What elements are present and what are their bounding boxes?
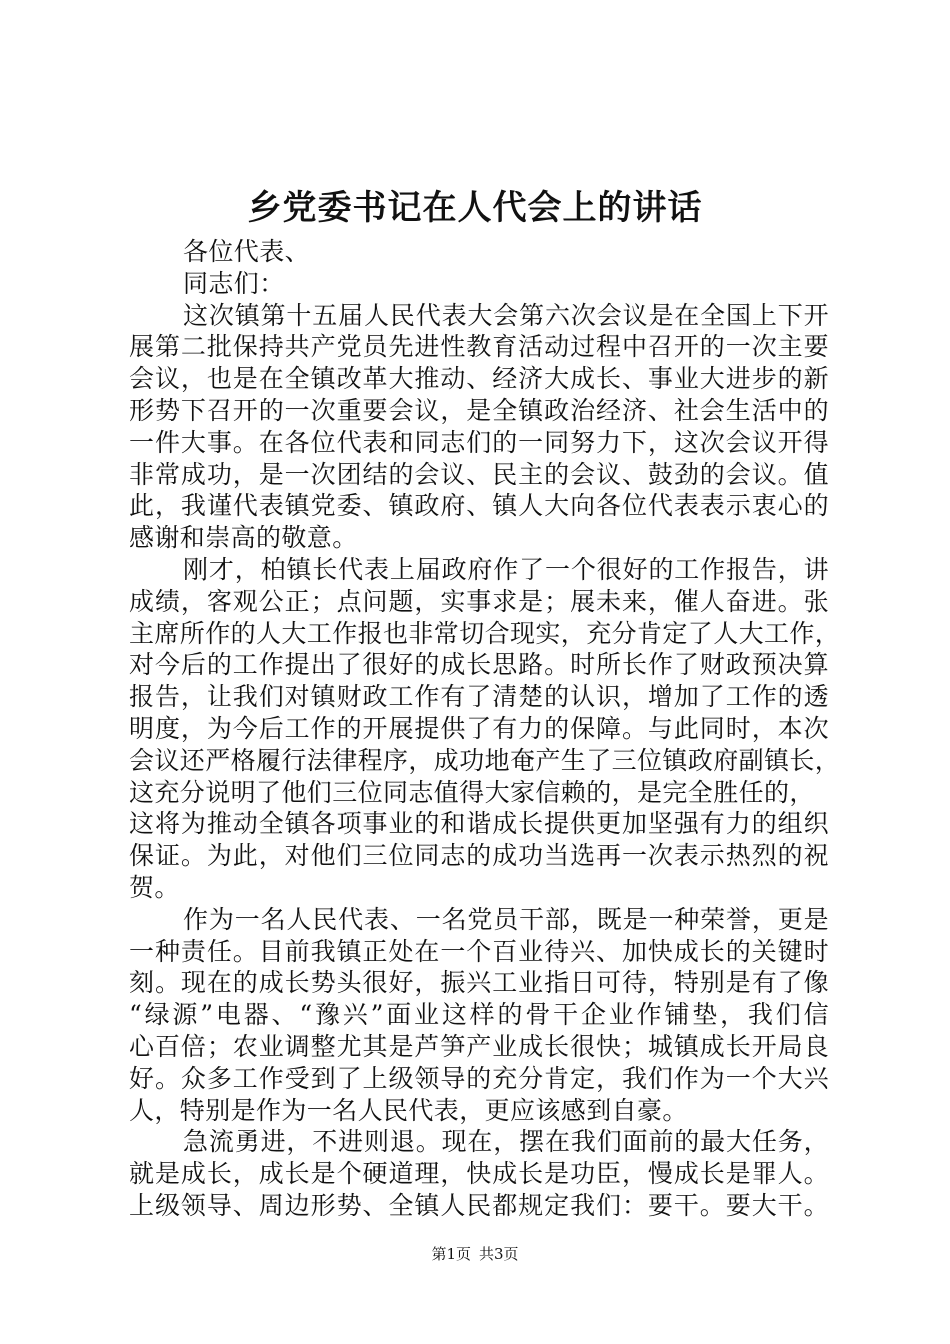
text-line: 同志们： [183, 268, 285, 298]
text-line: 报告，让我们对镇财政工作有了清楚的认识，增加了工作的透 [129, 682, 829, 712]
text-line: 这次镇第十五届人民代表大会第六次会议是在全国上下开 [183, 300, 829, 330]
text-line: 形势下召开的一次重要会议，是全镇政治经济、社会生活中的 [129, 395, 829, 425]
page-total: 共3页 [479, 1245, 519, 1263]
text-line: 明度，为今后工作的开展提供了有力的保障。与此同时，本次 [129, 713, 829, 743]
text-line: 主席所作的人大工作报也非常切合现实，充分肯定了人大工作， [129, 618, 841, 648]
text-line: 就是成长，成长是个硬道理，快成长是功臣，慢成长是罪人。 [129, 1159, 829, 1189]
text-line: 急流勇进，不进则退。现在，摆在我们面前的最大任务， [183, 1127, 829, 1157]
text-line: 成绩，客观公正；点问题，实事求是；展未来，催人奋进。张 [129, 586, 829, 616]
text-line: 这充分说明了他们三位同志值得大家信赖的，是完全胜任的， [129, 777, 815, 807]
text-line: 一件大事。在各位代表和同志们的一同努力下，这次会议开得 [129, 427, 829, 457]
text-line: 上级领导、周边形势、全镇人民都规定我们：要干。要大干。 [129, 1190, 829, 1220]
text-line: 一种责任。目前我镇正处在一个百业待兴、加快成长的关键时 [129, 936, 829, 966]
text-line: 展第二批保持共产党员先进性教育活动过程中召开的一次主要 [129, 332, 829, 362]
text-line: 对今后的工作提出了很好的成长思路。时所长作了财政预决算 [129, 650, 829, 680]
text-line: 人，特别是作为一名人民代表，更应该感到自豪。 [129, 1095, 688, 1125]
text-line: 会议还严格履行法律程序，成功地奄产生了三位镇政府副镇长， [129, 745, 841, 775]
page-footer [0, 1244, 950, 1264]
text-line: 好。众多工作受到了上级领导的充分肯定，我们作为一个大兴 [129, 1063, 829, 1093]
page-number: 第1页 [431, 1245, 471, 1263]
text-line: 各位代表、 [183, 237, 311, 266]
text-line: 感谢和崇高的敬意。 [129, 523, 358, 553]
text-line: 此，我谨代表镇党委、镇政府、镇人大向各位代表表示衷心的 [129, 491, 829, 521]
text-line: 会议，也是在全镇改革大推动、经济大成长、事业大进步的新 [129, 364, 829, 394]
text-line: 非常成功，是一次团结的会议、民主的会议、鼓劲的会议。值 [129, 459, 829, 489]
document-body [129, 236, 841, 1222]
text-line: “绿源”电器、“豫兴”面业这样的骨干企业作铺垫，我们信 [129, 1000, 829, 1030]
text-line: 刚才，柏镇长代表上届政府作了一个很好的工作报告，讲 [183, 554, 829, 584]
page-title: 乡党委书记在人代会上的讲话 [247, 188, 703, 228]
text-line: 心百倍；农业调整尤其是芦笋产业成长很快；城镇成长开局良 [129, 1031, 829, 1061]
text-line: 刻。现在的成长势头很好，振兴工业指日可待，特别是有了像 [129, 968, 829, 998]
text-line: 保证。为此，对他们三位同志的成功当选再一次表示热烈的祝 [129, 841, 829, 871]
text-line: 贺。 [129, 872, 180, 902]
text-line: 作为一名人民代表、一名党员干部，既是一种荣誉，更是 [183, 904, 829, 934]
text-line: 这将为推动全镇各项事业的和谐成长提供更加坚强有力的组织 [129, 809, 829, 839]
